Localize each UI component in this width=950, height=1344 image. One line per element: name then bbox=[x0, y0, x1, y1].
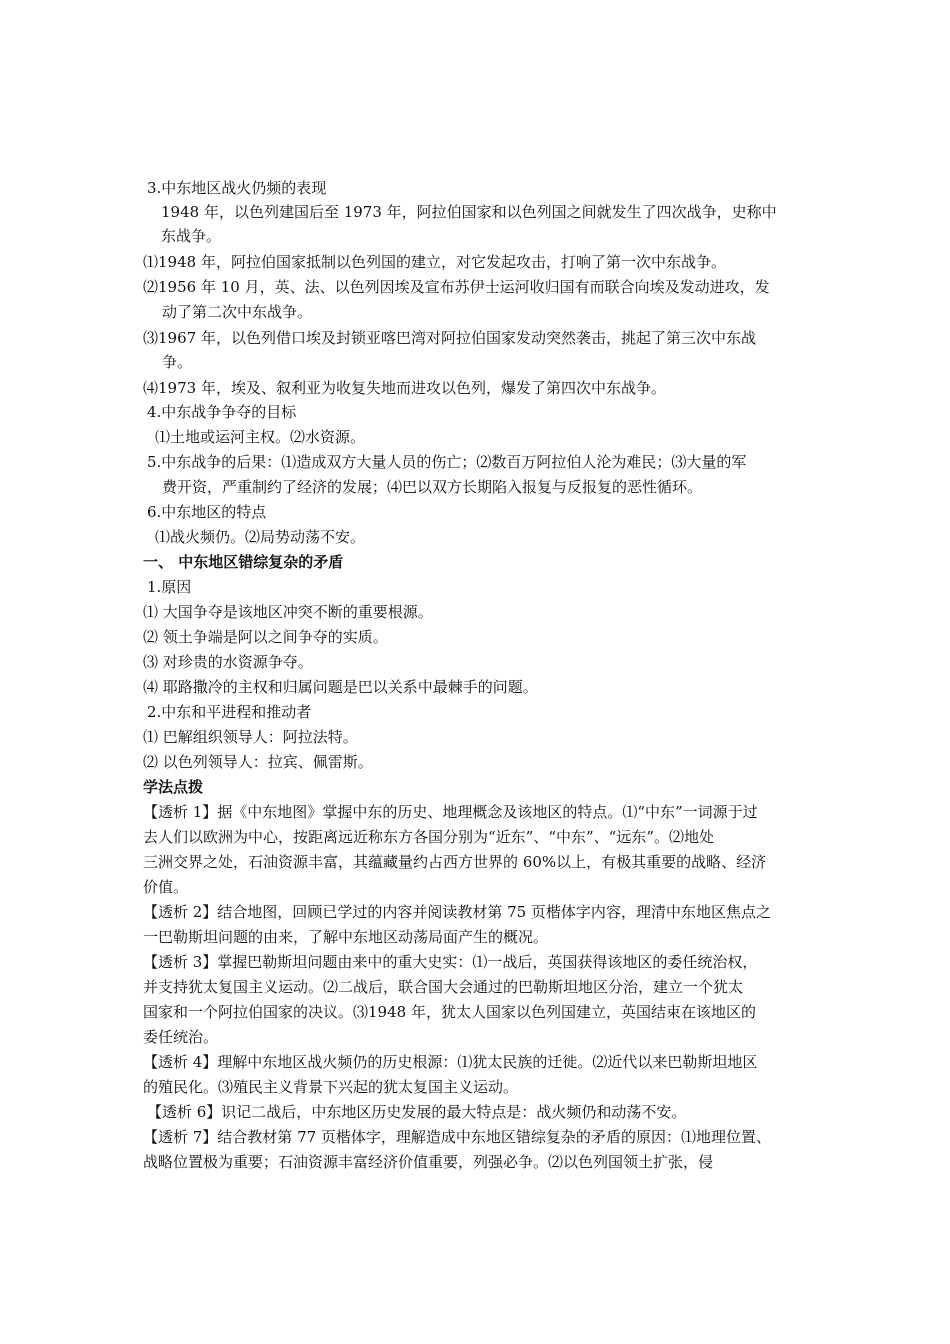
list-item: ⑷1973 年，埃及、叙利亚为收复失地而进攻以色列，爆发了第四次中东战争。 bbox=[143, 379, 666, 397]
paragraph-line: 费开资，严重制约了经济的发展；⑷巴以双方长期陷入报复与反报复的恶性循环。 bbox=[162, 478, 703, 496]
heading-3: 3.中东地区战火仍频的表现 bbox=[147, 179, 327, 197]
analysis-line: 【透析 6】识记二战后，中东地区历史发展的最大特点是：战火频仍和动荡不安。 bbox=[147, 1103, 687, 1121]
list-item-continuation: 动了第二次中东战争。 bbox=[162, 303, 313, 321]
section-heading: 一、 中东地区错综复杂的矛盾 bbox=[143, 553, 344, 571]
list-item: ⑴战火频仍。⑵局势动荡不安。 bbox=[155, 528, 366, 546]
heading-6: 6.中东地区的特点 bbox=[147, 503, 267, 521]
list-item: ⑴1948 年，阿拉伯国家抵制以色列国的建立，对它发起攻击，打响了第一次中东战争。 bbox=[143, 253, 726, 271]
list-item-continuation: 争。 bbox=[162, 353, 193, 371]
list-item: ⑶1967 年，以色列借口埃及封锁亚喀巴湾对阿拉伯国家发动突然袭击，挑起了第三次中东战 bbox=[143, 329, 756, 347]
analysis-line: 【透析 1】据《中东地图》掌握中东的历史、地理概念及该地区的特点。⑴“中东”一词源于过 bbox=[143, 803, 758, 821]
analysis-line: 委任统治。 bbox=[143, 1028, 219, 1046]
analysis-line: 国家和一个阿拉伯国家的决议。⑶1948 年，犹太人国家以色列国建立，英国结束在该地区的 bbox=[143, 1003, 756, 1021]
analysis-line: 【透析 4】理解中东地区战火频仍的历史根源：⑴犹太民族的迁徙。⑵近代以来巴勒斯坦地区 bbox=[143, 1053, 758, 1071]
analysis-line: 一巴勒斯坦问题的由来，了解中东地区动荡局面产生的概况。 bbox=[143, 928, 549, 946]
list-item: ⑴ 大国争夺是该地区冲突不断的重要根源。 bbox=[143, 603, 433, 621]
subheading-1: 1.原因 bbox=[147, 578, 192, 596]
heading-5: 5.中东战争的后果：⑴造成双方大量人员的伤亡；⑵数百万阿拉伯人沦为难民；⑶大量的军 bbox=[147, 453, 747, 471]
list-item: ⑶ 对珍贵的水资源争夺。 bbox=[143, 653, 313, 671]
heading-4: 4.中东战争争夺的目标 bbox=[147, 403, 297, 421]
paragraph-line: 东战争。 bbox=[161, 227, 222, 245]
analysis-line: 【透析 2】结合地图，回顾已学过的内容并阅读教材第 75 页楷体字内容，理清中东地区焦点之 bbox=[143, 903, 771, 921]
list-item: ⑵ 以色列领导人：拉宾、佩雷斯。 bbox=[143, 753, 373, 771]
list-item: ⑴ 巴解组织领导人：阿拉法特。 bbox=[143, 728, 358, 746]
analysis-line: 的殖民化。⑶殖民主义背景下兴起的犹太复国主义运动。 bbox=[143, 1078, 519, 1096]
analysis-line: 价值。 bbox=[143, 878, 189, 896]
list-item: ⑴土地或运河主权。⑵水资源。 bbox=[155, 428, 366, 446]
section-heading: 学法点拨 bbox=[143, 778, 204, 796]
analysis-line: 【透析 3】掌握巴勒斯坦问题由来中的重大史实：⑴一战后，英国获得该地区的委任统治权， bbox=[143, 953, 758, 971]
analysis-line: 战略位置极为重要；石油资源丰富经济价值重要，列强必争。⑵以色列国领土扩张，侵 bbox=[143, 1153, 714, 1171]
subheading-2: 2.中东和平进程和推动者 bbox=[147, 703, 312, 721]
analysis-line: 【透析 7】结合教材第 77 页楷体字，理解造成中东地区错综复杂的矛盾的原因：⑴地理位置、 bbox=[143, 1128, 771, 1146]
list-item: ⑷ 耶路撒冷的主权和归属问题是巴以关系中最棘手的问题。 bbox=[143, 678, 538, 696]
list-item: ⑵ 领土争端是阿以之间争夺的实质。 bbox=[143, 628, 388, 646]
analysis-line: 去人们以欧洲为中心，按距离远近称东方各国分别为“近东”、“中东”、“远东”。⑵地处 bbox=[143, 828, 715, 846]
analysis-line: 三洲交界之处，石油资源丰富，其蕴藏量约占西方世界的 60%以上，有极其重要的战略、经济 bbox=[143, 853, 767, 871]
paragraph-line: 1948 年，以色列建国后至 1973 年，阿拉伯国家和以色列国之间就发生了四次战争，史称中 bbox=[161, 203, 777, 221]
list-item: ⑵1956 年 10 月，英、法、以色列因埃及宣布苏伊士运河收归国有而联合向埃及发动进攻，发 bbox=[143, 278, 770, 296]
analysis-line: 并支持犹太复国主义运动。⑵二战后，联合国大会通过的巴勒斯坦地区分治，建立一个犹太 bbox=[143, 978, 744, 996]
